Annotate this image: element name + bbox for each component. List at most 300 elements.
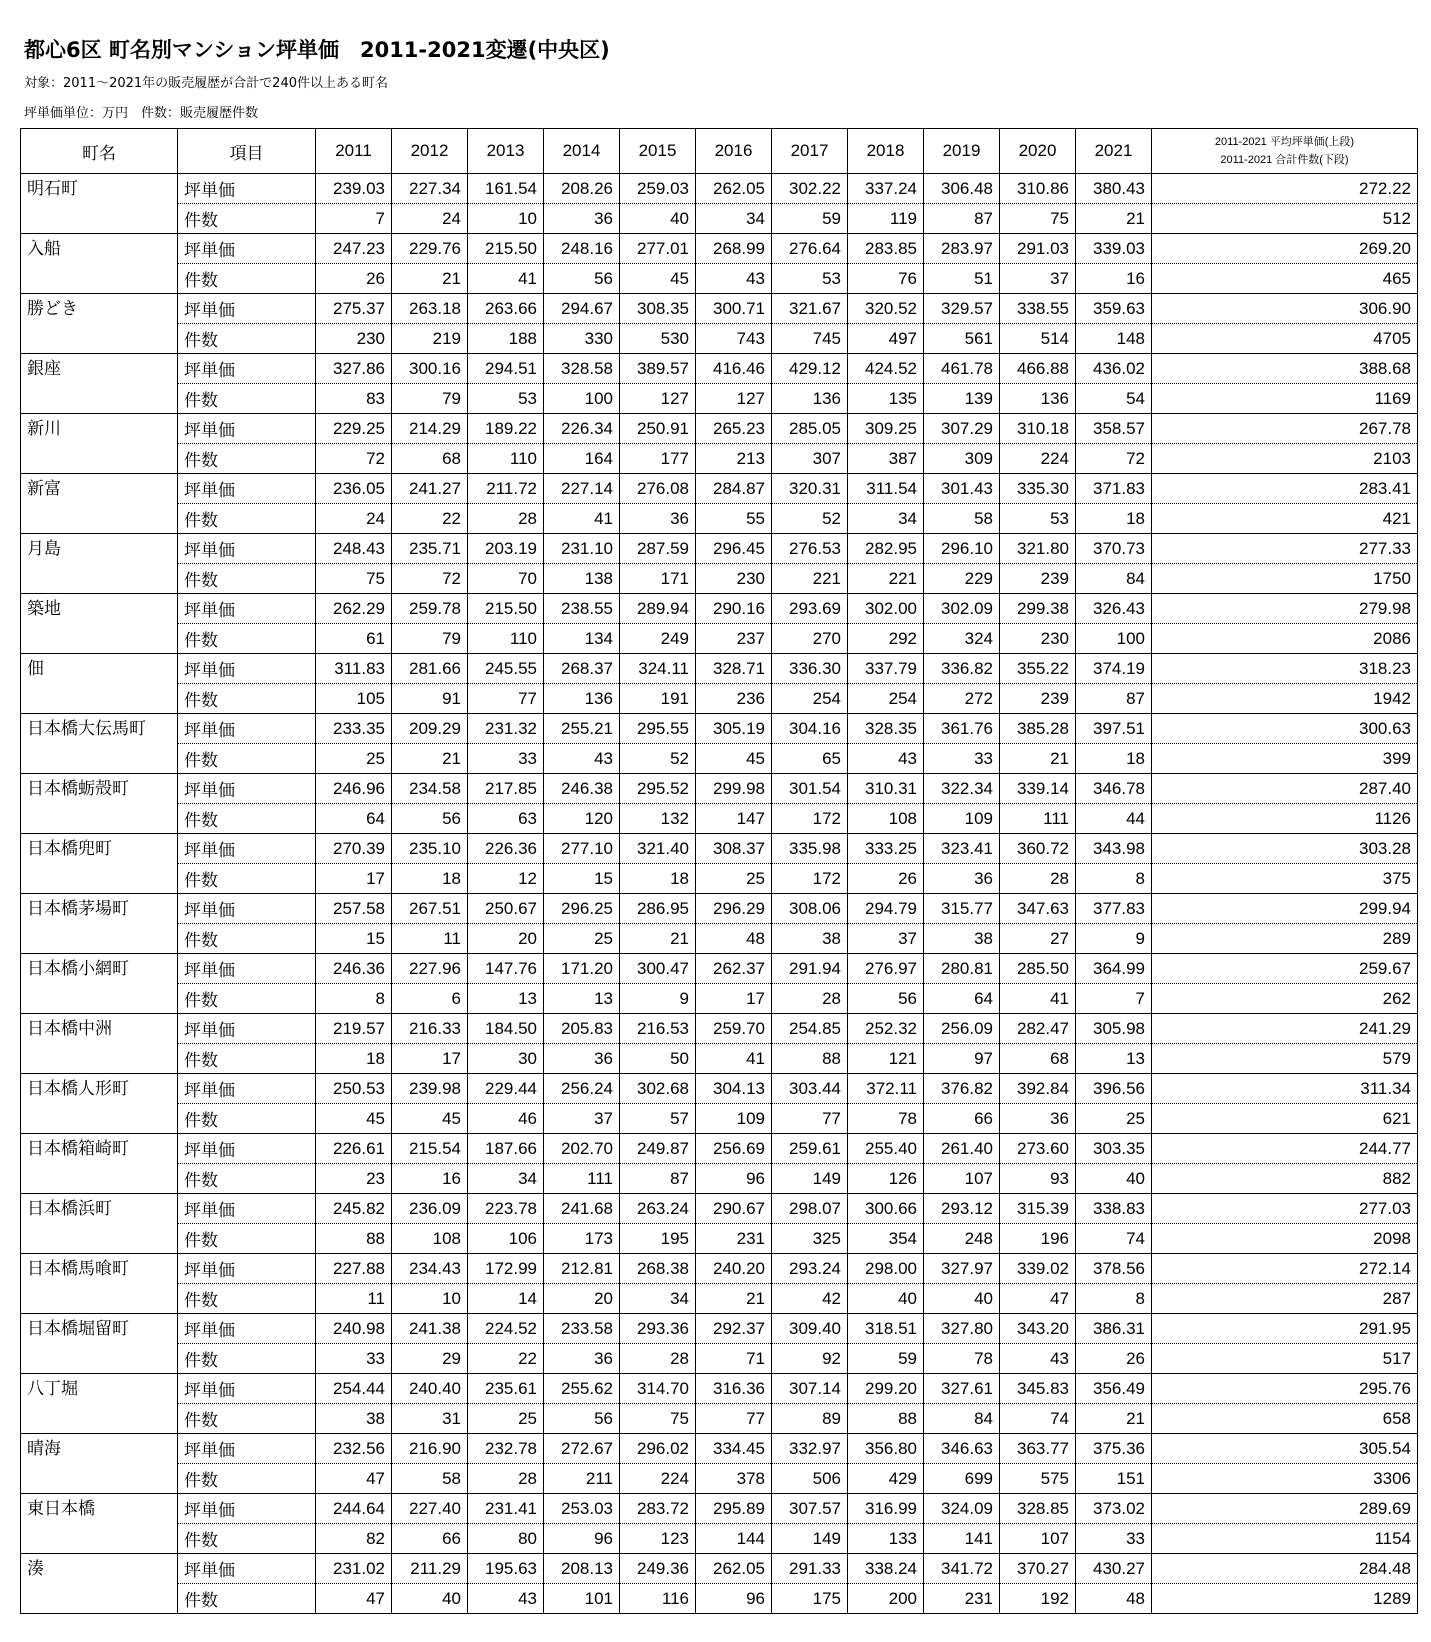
count-cell: 36 xyxy=(620,504,696,534)
count-cell: 231 xyxy=(924,1584,1000,1614)
price-cell: 195.63 xyxy=(468,1554,544,1584)
count-cell: 141 xyxy=(924,1524,1000,1554)
total-count-cell: 287 xyxy=(1152,1284,1418,1314)
count-cell: 173 xyxy=(544,1224,620,1254)
price-cell: 256.69 xyxy=(696,1134,772,1164)
price-cell: 276.64 xyxy=(772,234,848,264)
count-cell: 72 xyxy=(1076,444,1152,474)
total-count-cell: 1289 xyxy=(1152,1584,1418,1614)
price-cell: 296.10 xyxy=(924,534,1000,564)
table-row-count xyxy=(21,924,1418,954)
count-cell: 48 xyxy=(1076,1584,1152,1614)
price-cell: 205.83 xyxy=(544,1014,620,1044)
count-cell: 13 xyxy=(468,984,544,1014)
town-name-cell: 月島 xyxy=(21,534,178,594)
count-cell: 111 xyxy=(544,1164,620,1194)
price-cell: 304.16 xyxy=(772,714,848,744)
total-count-cell: 2086 xyxy=(1152,624,1418,654)
count-cell: 26 xyxy=(1076,1344,1152,1374)
price-cell: 300.47 xyxy=(620,954,696,984)
count-cell: 37 xyxy=(1000,264,1076,294)
total-count-cell: 399 xyxy=(1152,744,1418,774)
count-cell: 134 xyxy=(544,624,620,654)
count-cell: 249 xyxy=(620,624,696,654)
count-cell: 22 xyxy=(392,504,468,534)
price-cell: 303.44 xyxy=(772,1074,848,1104)
item-label-count: 件数 xyxy=(178,864,316,894)
count-cell: 309 xyxy=(924,444,1000,474)
price-cell: 338.55 xyxy=(1000,294,1076,324)
price-cell: 284.87 xyxy=(696,474,772,504)
total-count-cell: 4705 xyxy=(1152,324,1418,354)
price-cell: 239.03 xyxy=(316,174,392,204)
count-cell: 56 xyxy=(848,984,924,1014)
price-cell: 256.09 xyxy=(924,1014,1000,1044)
price-cell: 316.99 xyxy=(848,1494,924,1524)
count-cell: 270 xyxy=(772,624,848,654)
town-name-cell: 新富 xyxy=(21,474,178,534)
price-cell: 238.55 xyxy=(544,594,620,624)
count-cell: 41 xyxy=(468,264,544,294)
price-cell: 262.29 xyxy=(316,594,392,624)
price-cell: 215.54 xyxy=(392,1134,468,1164)
average-price-cell: 318.23 xyxy=(1152,654,1418,684)
count-cell: 79 xyxy=(392,624,468,654)
price-cell: 171.20 xyxy=(544,954,620,984)
count-cell: 13 xyxy=(1076,1044,1152,1074)
average-price-cell: 300.63 xyxy=(1152,714,1418,744)
count-cell: 64 xyxy=(924,984,1000,1014)
count-cell: 109 xyxy=(924,804,1000,834)
count-cell: 36 xyxy=(544,1344,620,1374)
price-cell: 172.99 xyxy=(468,1254,544,1284)
table-row-price xyxy=(21,354,1418,384)
count-cell: 123 xyxy=(620,1524,696,1554)
price-cell: 328.58 xyxy=(544,354,620,384)
count-cell: 15 xyxy=(544,864,620,894)
count-cell: 78 xyxy=(848,1104,924,1134)
price-cell: 215.50 xyxy=(468,234,544,264)
count-cell: 172 xyxy=(772,804,848,834)
price-cell: 318.51 xyxy=(848,1314,924,1344)
price-cell: 323.41 xyxy=(924,834,1000,864)
price-cell: 216.90 xyxy=(392,1434,468,1464)
count-cell: 24 xyxy=(316,504,392,534)
price-cell: 236.05 xyxy=(316,474,392,504)
count-cell: 177 xyxy=(620,444,696,474)
table-row-price xyxy=(21,1314,1418,1344)
count-cell: 172 xyxy=(772,864,848,894)
count-cell: 36 xyxy=(544,204,620,234)
count-cell: 30 xyxy=(468,1044,544,1074)
item-label-count: 件数 xyxy=(178,324,316,354)
average-price-cell: 279.98 xyxy=(1152,594,1418,624)
item-label-price: 坪単価 xyxy=(178,894,316,924)
price-cell: 245.55 xyxy=(468,654,544,684)
count-cell: 88 xyxy=(316,1224,392,1254)
total-count-cell: 465 xyxy=(1152,264,1418,294)
count-cell: 378 xyxy=(696,1464,772,1494)
price-cell: 332.97 xyxy=(772,1434,848,1464)
price-cell: 341.72 xyxy=(924,1554,1000,1584)
table-row-count xyxy=(21,624,1418,654)
count-cell: 149 xyxy=(772,1524,848,1554)
item-label-price: 坪単価 xyxy=(178,1554,316,1584)
column-header-average xyxy=(1152,129,1418,174)
price-cell: 256.24 xyxy=(544,1074,620,1104)
town-name-cell: 八丁堀 xyxy=(21,1374,178,1434)
average-price-cell: 259.67 xyxy=(1152,954,1418,984)
price-cell: 289.94 xyxy=(620,594,696,624)
count-cell: 96 xyxy=(544,1524,620,1554)
price-cell: 263.18 xyxy=(392,294,468,324)
item-label-price: 坪単価 xyxy=(178,234,316,264)
price-cell: 339.03 xyxy=(1076,234,1152,264)
item-label-price: 坪単価 xyxy=(178,414,316,444)
table-row-price xyxy=(21,174,1418,204)
count-cell: 84 xyxy=(924,1404,1000,1434)
price-cell: 223.78 xyxy=(468,1194,544,1224)
column-header-year: 2014 xyxy=(544,129,620,174)
price-cell: 309.40 xyxy=(772,1314,848,1344)
count-cell: 139 xyxy=(924,384,1000,414)
count-cell: 108 xyxy=(848,804,924,834)
count-cell: 9 xyxy=(1076,924,1152,954)
count-cell: 15 xyxy=(316,924,392,954)
price-cell: 267.51 xyxy=(392,894,468,924)
price-cell: 226.34 xyxy=(544,414,620,444)
price-cell: 306.48 xyxy=(924,174,1000,204)
count-cell: 75 xyxy=(1000,204,1076,234)
price-cell: 240.98 xyxy=(316,1314,392,1344)
table-row-count xyxy=(21,1104,1418,1134)
price-cell: 343.98 xyxy=(1076,834,1152,864)
price-cell: 307.29 xyxy=(924,414,1000,444)
count-cell: 127 xyxy=(620,384,696,414)
price-cell: 416.46 xyxy=(696,354,772,384)
price-cell: 226.61 xyxy=(316,1134,392,1164)
table-row-price xyxy=(21,534,1418,564)
price-cell: 245.82 xyxy=(316,1194,392,1224)
price-cell: 380.43 xyxy=(1076,174,1152,204)
table-row-count xyxy=(21,684,1418,714)
count-cell: 66 xyxy=(392,1524,468,1554)
count-cell: 136 xyxy=(544,684,620,714)
table-row-price xyxy=(21,894,1418,924)
count-cell: 74 xyxy=(1076,1224,1152,1254)
price-cell: 302.68 xyxy=(620,1074,696,1104)
count-cell: 43 xyxy=(696,264,772,294)
item-label-count: 件数 xyxy=(178,564,316,594)
town-name-cell: 日本橋茅場町 xyxy=(21,894,178,954)
price-cell: 280.81 xyxy=(924,954,1000,984)
price-cell: 249.36 xyxy=(620,1554,696,1584)
table-row-price xyxy=(21,954,1418,984)
count-cell: 25 xyxy=(316,744,392,774)
price-cell: 227.96 xyxy=(392,954,468,984)
price-cell: 276.97 xyxy=(848,954,924,984)
table-row-count xyxy=(21,1164,1418,1194)
item-label-price: 坪単価 xyxy=(178,1014,316,1044)
price-cell: 283.72 xyxy=(620,1494,696,1524)
count-cell: 224 xyxy=(1000,444,1076,474)
total-count-cell: 1942 xyxy=(1152,684,1418,714)
price-cell: 263.24 xyxy=(620,1194,696,1224)
price-cell: 296.29 xyxy=(696,894,772,924)
price-cell: 268.37 xyxy=(544,654,620,684)
price-cell: 293.12 xyxy=(924,1194,1000,1224)
price-cell: 231.10 xyxy=(544,534,620,564)
count-cell: 37 xyxy=(544,1104,620,1134)
count-cell: 147 xyxy=(696,804,772,834)
price-cell: 372.11 xyxy=(848,1074,924,1104)
price-cell: 336.30 xyxy=(772,654,848,684)
price-cell: 392.84 xyxy=(1000,1074,1076,1104)
count-cell: 237 xyxy=(696,624,772,654)
price-cell: 320.31 xyxy=(772,474,848,504)
price-cell: 286.95 xyxy=(620,894,696,924)
total-count-cell: 375 xyxy=(1152,864,1418,894)
average-header-line1: 2011-2021 平均坪単価(上段) xyxy=(1214,136,1355,148)
count-cell: 21 xyxy=(392,264,468,294)
price-cell: 335.30 xyxy=(1000,474,1076,504)
count-cell: 272 xyxy=(924,684,1000,714)
price-cell: 305.98 xyxy=(1076,1014,1152,1044)
count-cell: 40 xyxy=(392,1584,468,1614)
price-cell: 386.31 xyxy=(1076,1314,1152,1344)
count-cell: 28 xyxy=(772,984,848,1014)
count-cell: 132 xyxy=(620,804,696,834)
price-cell: 360.72 xyxy=(1000,834,1076,864)
total-count-cell: 2103 xyxy=(1152,444,1418,474)
count-cell: 21 xyxy=(696,1284,772,1314)
price-cell: 305.19 xyxy=(696,714,772,744)
count-cell: 224 xyxy=(620,1464,696,1494)
count-cell: 38 xyxy=(924,924,1000,954)
price-cell: 233.58 xyxy=(544,1314,620,1344)
count-cell: 77 xyxy=(772,1104,848,1134)
count-cell: 43 xyxy=(544,744,620,774)
town-name-cell: 入船 xyxy=(21,234,178,294)
count-cell: 191 xyxy=(620,684,696,714)
item-label-price: 坪単価 xyxy=(178,534,316,564)
price-cell: 304.13 xyxy=(696,1074,772,1104)
price-cell: 363.77 xyxy=(1000,1434,1076,1464)
item-label-price: 坪単価 xyxy=(178,654,316,684)
count-cell: 107 xyxy=(924,1164,1000,1194)
count-cell: 231 xyxy=(696,1224,772,1254)
count-cell: 59 xyxy=(848,1344,924,1374)
price-cell: 326.43 xyxy=(1076,594,1152,624)
count-cell: 17 xyxy=(696,984,772,1014)
table-row-price xyxy=(21,1134,1418,1164)
price-cell: 370.27 xyxy=(1000,1554,1076,1584)
town-name-cell: 東日本橋 xyxy=(21,1494,178,1554)
count-cell: 45 xyxy=(696,744,772,774)
count-cell: 22 xyxy=(468,1344,544,1374)
count-cell: 9 xyxy=(620,984,696,1014)
price-cell: 255.21 xyxy=(544,714,620,744)
price-cell: 184.50 xyxy=(468,1014,544,1044)
total-count-cell: 1126 xyxy=(1152,804,1418,834)
count-cell: 96 xyxy=(696,1584,772,1614)
price-cell: 301.54 xyxy=(772,774,848,804)
price-cell: 234.58 xyxy=(392,774,468,804)
count-cell: 87 xyxy=(620,1164,696,1194)
price-cell: 290.16 xyxy=(696,594,772,624)
price-cell: 294.79 xyxy=(848,894,924,924)
price-cell: 262.37 xyxy=(696,954,772,984)
price-cell: 241.27 xyxy=(392,474,468,504)
count-cell: 17 xyxy=(392,1044,468,1074)
price-cell: 255.62 xyxy=(544,1374,620,1404)
total-count-cell: 2098 xyxy=(1152,1224,1418,1254)
item-label-price: 坪単価 xyxy=(178,174,316,204)
count-cell: 27 xyxy=(1000,924,1076,954)
price-cell: 307.14 xyxy=(772,1374,848,1404)
price-cell: 265.23 xyxy=(696,414,772,444)
price-cell: 300.66 xyxy=(848,1194,924,1224)
count-cell: 34 xyxy=(848,504,924,534)
count-cell: 18 xyxy=(1076,504,1152,534)
count-cell: 148 xyxy=(1076,324,1152,354)
price-cell: 308.06 xyxy=(772,894,848,924)
count-cell: 18 xyxy=(316,1044,392,1074)
town-name-cell: 晴海 xyxy=(21,1434,178,1494)
count-cell: 219 xyxy=(392,324,468,354)
table-row-price xyxy=(21,474,1418,504)
town-name-cell: 日本橋人形町 xyxy=(21,1074,178,1134)
count-cell: 101 xyxy=(544,1584,620,1614)
count-cell: 37 xyxy=(848,924,924,954)
table-row-price xyxy=(21,414,1418,444)
price-cell: 359.63 xyxy=(1076,294,1152,324)
price-cell: 373.02 xyxy=(1076,1494,1152,1524)
price-cell: 295.55 xyxy=(620,714,696,744)
count-cell: 41 xyxy=(1000,984,1076,1014)
count-cell: 77 xyxy=(696,1404,772,1434)
price-cell: 299.20 xyxy=(848,1374,924,1404)
price-cell: 217.85 xyxy=(468,774,544,804)
count-cell: 56 xyxy=(544,1404,620,1434)
table-row-price xyxy=(21,1074,1418,1104)
count-cell: 43 xyxy=(848,744,924,774)
count-cell: 92 xyxy=(772,1344,848,1374)
price-cell: 283.85 xyxy=(848,234,924,264)
table-row-price xyxy=(21,1494,1418,1524)
item-label-count: 件数 xyxy=(178,444,316,474)
town-name-cell: 銀座 xyxy=(21,354,178,414)
table-row-count xyxy=(21,1404,1418,1434)
price-cell: 212.81 xyxy=(544,1254,620,1284)
count-cell: 21 xyxy=(392,744,468,774)
price-cell: 424.52 xyxy=(848,354,924,384)
price-cell: 327.86 xyxy=(316,354,392,384)
price-cell: 300.16 xyxy=(392,354,468,384)
item-label-price: 坪単価 xyxy=(178,1074,316,1104)
price-cell: 211.72 xyxy=(468,474,544,504)
item-label-price: 坪単価 xyxy=(178,954,316,984)
count-cell: 28 xyxy=(620,1344,696,1374)
price-cell: 282.95 xyxy=(848,534,924,564)
count-cell: 21 xyxy=(1076,1404,1152,1434)
count-cell: 28 xyxy=(468,504,544,534)
price-cell: 227.34 xyxy=(392,174,468,204)
town-name-cell: 日本橋馬喰町 xyxy=(21,1254,178,1314)
price-cell: 282.47 xyxy=(1000,1014,1076,1044)
count-cell: 26 xyxy=(848,864,924,894)
price-cell: 333.25 xyxy=(848,834,924,864)
price-cell: 259.78 xyxy=(392,594,468,624)
price-cell: 315.77 xyxy=(924,894,1000,924)
price-cell: 247.23 xyxy=(316,234,392,264)
price-cell: 257.58 xyxy=(316,894,392,924)
count-cell: 40 xyxy=(1076,1164,1152,1194)
count-cell: 8 xyxy=(316,984,392,1014)
item-label-price: 坪単価 xyxy=(178,774,316,804)
count-cell: 138 xyxy=(544,564,620,594)
price-cell: 231.41 xyxy=(468,1494,544,1524)
price-cell: 338.24 xyxy=(848,1554,924,1584)
count-cell: 14 xyxy=(468,1284,544,1314)
count-cell: 497 xyxy=(848,324,924,354)
count-cell: 87 xyxy=(1076,684,1152,714)
count-cell: 66 xyxy=(924,1104,1000,1134)
table-row-count xyxy=(21,444,1418,474)
count-cell: 78 xyxy=(924,1344,1000,1374)
count-cell: 91 xyxy=(392,684,468,714)
town-name-cell: 日本橋小網町 xyxy=(21,954,178,1014)
price-cell: 232.56 xyxy=(316,1434,392,1464)
count-cell: 136 xyxy=(772,384,848,414)
price-cell: 189.22 xyxy=(468,414,544,444)
price-cell: 303.35 xyxy=(1076,1134,1152,1164)
price-cell: 268.99 xyxy=(696,234,772,264)
item-label-count: 件数 xyxy=(178,384,316,414)
table-row-count xyxy=(21,264,1418,294)
price-cell: 203.19 xyxy=(468,534,544,564)
price-cell: 270.39 xyxy=(316,834,392,864)
count-cell: 58 xyxy=(924,504,1000,534)
table-row-price xyxy=(21,1554,1418,1584)
price-cell: 262.05 xyxy=(696,174,772,204)
count-cell: 41 xyxy=(544,504,620,534)
count-cell: 54 xyxy=(1076,384,1152,414)
price-cell: 234.43 xyxy=(392,1254,468,1284)
table-row-count xyxy=(21,984,1418,1014)
count-cell: 106 xyxy=(468,1224,544,1254)
item-label-count: 件数 xyxy=(178,1524,316,1554)
price-cell: 314.70 xyxy=(620,1374,696,1404)
table-row-price xyxy=(21,774,1418,804)
total-count-cell: 289 xyxy=(1152,924,1418,954)
count-cell: 229 xyxy=(924,564,1000,594)
count-cell: 68 xyxy=(1000,1044,1076,1074)
count-cell: 68 xyxy=(392,444,468,474)
price-cell: 461.78 xyxy=(924,354,1000,384)
average-price-cell: 388.68 xyxy=(1152,354,1418,384)
table-row-price xyxy=(21,834,1418,864)
count-cell: 45 xyxy=(620,264,696,294)
average-price-cell: 299.94 xyxy=(1152,894,1418,924)
count-cell: 221 xyxy=(848,564,924,594)
item-label-count: 件数 xyxy=(178,1104,316,1134)
count-cell: 43 xyxy=(468,1584,544,1614)
price-cell: 327.80 xyxy=(924,1314,1000,1344)
total-count-cell: 3306 xyxy=(1152,1464,1418,1494)
town-name-cell: 日本橋浜町 xyxy=(21,1194,178,1254)
table-row-count xyxy=(21,1044,1418,1074)
